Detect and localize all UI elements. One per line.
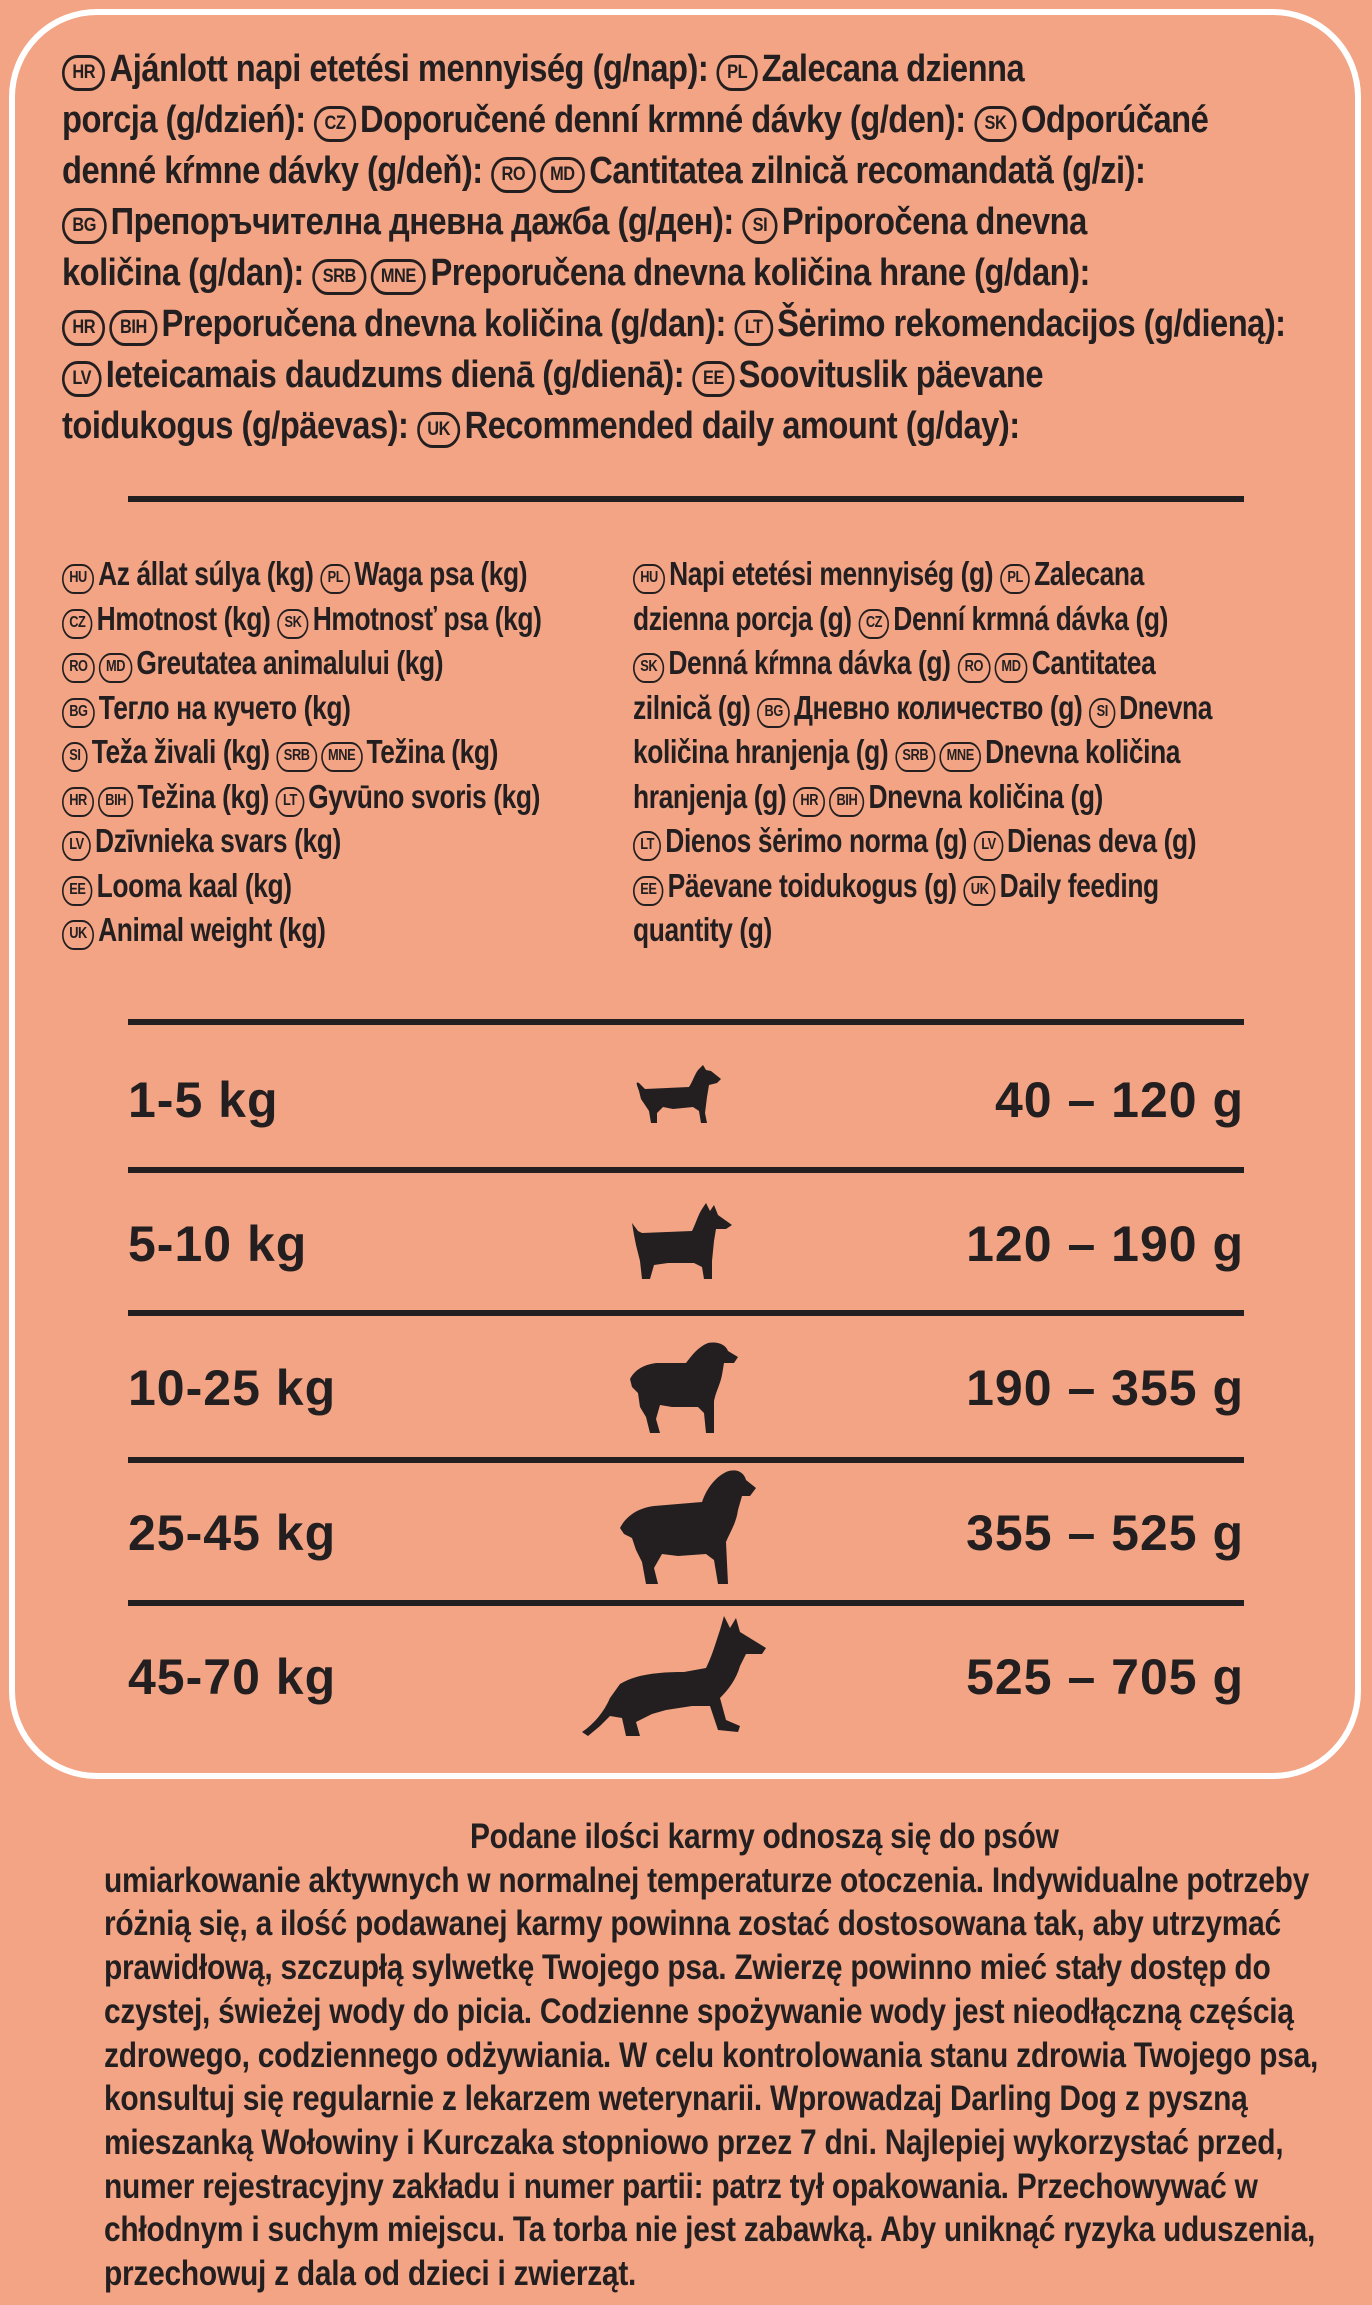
text-line <box>62 775 638 820</box>
translated-label: Zalecana dzienna <box>761 48 1025 90</box>
translated-label: Odporúčané <box>1020 99 1209 141</box>
table-row <box>128 1626 1244 1726</box>
language-code-badge: EE <box>62 876 93 906</box>
translated-label: Recommended daily amount (g/day): <box>464 405 1020 447</box>
translated-label: Gyvūno svoris (kg) <box>308 777 541 815</box>
paragraph-line: prawidłową, szczupłą sylwetkę Twojego psa. Zwierzę powinno mieć stały dostęp do <box>104 1948 1271 1988</box>
paragraph-line: różnią się, a ilość podawanej karmy powinna zostać dostosowana tak, aby utrzymać <box>104 1904 1281 1944</box>
language-code-badge: LV <box>974 831 1003 861</box>
translated-label: Hmotnosť psa (kg) <box>312 599 542 637</box>
language-code-badge: SRB <box>277 742 317 772</box>
text-line <box>62 908 638 953</box>
translated-label: quantity (g) <box>633 911 772 948</box>
translated-label: denné kŕmne dávky (g/deň): <box>62 150 483 192</box>
multilingual-heading <box>62 44 1286 452</box>
language-code-badge: MD <box>99 653 133 683</box>
language-code-badge: RO <box>957 653 990 683</box>
translated-label: Ieteicamais daudzums dienā (g/dienā): <box>105 354 685 396</box>
language-code-badge: SK <box>277 609 308 639</box>
translated-label: dzienna porcja (g) <box>633 599 852 637</box>
translated-label: Dnevna <box>1119 688 1213 726</box>
translated-label: Šėrimo rekomendacijos (g/dieną): <box>777 303 1286 345</box>
translated-label: zilnică (g) <box>633 688 751 726</box>
language-code-badge: SK <box>974 106 1016 142</box>
text-line <box>62 299 1286 350</box>
paragraph-line: przechowuj z dala od dzieci i zwierząt. <box>104 2254 637 2294</box>
translated-label: Dienas deva (g) <box>1007 822 1197 859</box>
daily-amount: 525 – 705 g <box>966 1649 1244 1705</box>
table-row <box>128 1482 1244 1582</box>
translated-label: Soovituslik päevane <box>738 354 1044 396</box>
translated-label: Denní krmná dávka (g) <box>893 599 1169 637</box>
heading-divider <box>128 496 1244 502</box>
translated-label: Päevane toidukogus (g) <box>667 866 957 904</box>
language-code-badge: CZ <box>314 106 356 142</box>
translated-label: Napi etetési mennyiség (g) <box>669 555 994 592</box>
translated-label: Greutatea animalului (kg) <box>136 644 444 681</box>
translated-label: Dienos šėrimo norma (g) <box>665 822 968 859</box>
translated-label: Az állat súlya (kg) <box>98 555 314 592</box>
language-code-badge: LT <box>734 310 773 346</box>
language-code-badge: PL <box>320 564 350 594</box>
language-code-badge: CZ <box>62 609 93 639</box>
row-divider <box>128 1310 1244 1316</box>
text-line <box>62 552 638 597</box>
translated-label: Hmotnost (kg) <box>96 599 271 637</box>
amount-column-header <box>633 552 1225 953</box>
language-code-badge: RO <box>491 157 535 193</box>
language-code-badge: UK <box>62 920 94 950</box>
text-line <box>633 908 1225 953</box>
text-line <box>62 248 1154 299</box>
text-line <box>62 597 638 642</box>
translated-label: porcja (g/dzień): <box>62 99 306 141</box>
text-line <box>62 95 1209 146</box>
translated-label: Težina (kg) <box>137 777 269 815</box>
translated-label: toidukogus (g/päevas): <box>62 405 409 447</box>
translated-label: Preporučena dnevna količina (g/dan): <box>161 303 726 345</box>
daily-amount: 120 – 190 g <box>966 1216 1244 1272</box>
translated-label: Zalecana <box>1034 555 1144 592</box>
text-line <box>633 730 1225 775</box>
paragraph-line: chłodnym i suchym miejscu. Ta torba nie jest zabawką. Aby uniknąć ryzyka uduszenia, <box>104 2210 1316 2250</box>
language-code-badge: SRB <box>312 259 366 295</box>
language-code-badge: LV <box>62 361 101 397</box>
translated-label: Daily feeding <box>999 866 1159 904</box>
table-top-divider <box>128 1019 1244 1025</box>
translated-label: Težina (kg) <box>366 733 498 770</box>
language-code-badge: BIH <box>829 787 864 817</box>
weight-range: 25-45 kg <box>128 1505 337 1561</box>
language-code-badge: SI <box>62 742 88 772</box>
table-row <box>128 1049 1244 1149</box>
language-code-badge: RO <box>62 653 95 683</box>
weight-range: 5-10 kg <box>128 1216 308 1272</box>
language-code-badge: BIH <box>98 787 133 817</box>
text-line <box>633 641 1225 686</box>
language-code-badge: MNE <box>939 742 981 772</box>
paragraph-line: umiarkowanie aktywnych w normalnej temperaturze otoczenia. Indywidualne potrzeby <box>104 1860 1310 1900</box>
text-line <box>633 775 1225 820</box>
text-line <box>633 552 1225 597</box>
language-code-badge: HR <box>62 787 94 817</box>
language-code-badge: UK <box>417 412 460 448</box>
translated-label: Cantitatea <box>1031 644 1156 681</box>
language-code-badge: MNE <box>321 742 363 772</box>
language-code-badge: HR <box>793 787 825 817</box>
language-code-badge: MNE <box>371 259 427 295</box>
scottish-terrier-icon <box>628 1201 738 1283</box>
text-line <box>633 597 1225 642</box>
text-line <box>62 686 638 731</box>
language-code-badge: LT <box>633 831 661 861</box>
translated-label: Dzīvnieka svars (kg) <box>95 822 341 859</box>
text-line <box>62 730 638 775</box>
language-code-badge: HU <box>633 564 665 594</box>
paragraph-line: Podane ilości karmy odnoszą się do psów <box>469 1817 1059 1856</box>
text-line <box>62 864 638 909</box>
weight-range: 10-25 kg <box>128 1360 337 1416</box>
text-line <box>633 864 1225 909</box>
text-line <box>633 686 1225 731</box>
translated-label: Препоръчителна дневна дажба (g/ден): <box>110 201 734 243</box>
translated-label: količina (g/dan): <box>62 252 304 294</box>
paragraph-line: mieszanką Wołowiny i Kurczaka stopniowo przez 7 dni. Najlepiej wykorzystać przed, <box>104 2122 1284 2162</box>
text-line <box>62 641 638 686</box>
spaniel-icon <box>628 1341 740 1437</box>
daily-amount: 355 – 525 g <box>966 1505 1244 1561</box>
language-code-badge: SI <box>742 208 777 244</box>
text-line <box>62 197 1154 248</box>
translated-label: Cantitatea zilnică recomandată (g/zi): <box>589 150 1146 192</box>
language-code-badge: MD <box>994 653 1028 683</box>
paragraph-line: czystej, świeżej wody do picia. Codzienne spożywanie wody jest nieodłączną częścią <box>104 1991 1294 2031</box>
translated-label: Denná kŕmna dávka (g) <box>668 644 951 681</box>
translated-label: Dnevna količina (g) <box>868 777 1103 815</box>
paragraph-line: zdrowego, codziennego odżywiania. W celu kontrolowania stanu zdrowia Twojego psa, <box>104 2035 1319 2075</box>
language-code-badge: SK <box>633 653 664 683</box>
language-code-badge: MD <box>540 157 585 193</box>
language-code-badge: BG <box>62 698 95 728</box>
row-divider <box>128 1457 1244 1463</box>
translated-label: Waga psa (kg) <box>354 555 528 592</box>
language-code-badge: HR <box>62 55 105 91</box>
language-code-badge: LV <box>62 831 91 861</box>
small-terrier-icon <box>633 1061 725 1131</box>
language-code-badge: BG <box>62 208 106 244</box>
paragraph-line: konsultuj się regularnie z lekarzem weterynarii. Wprowadzaj Darling Dog z pyszną <box>104 2079 1248 2119</box>
text-line <box>62 44 1154 95</box>
language-code-badge: SI <box>1089 698 1115 728</box>
language-code-badge: BIH <box>110 310 158 346</box>
translated-label: Ajánlott napi etetési mennyiség (g/nap): <box>109 48 709 90</box>
language-code-badge: LT <box>276 787 304 817</box>
language-code-badge: HR <box>62 310 105 346</box>
language-code-badge: PL <box>1000 564 1030 594</box>
translated-label: hranjenja (g) <box>633 777 787 815</box>
language-code-badge: BG <box>757 698 790 728</box>
language-code-badge: UK <box>964 876 996 906</box>
daily-amount: 40 – 120 g <box>994 1072 1244 1128</box>
translated-label: Doporučené denní krmné dávky (g/den): <box>360 99 966 141</box>
weight-column-header <box>62 552 638 953</box>
language-code-badge: PL <box>717 55 758 91</box>
text-line <box>62 819 638 864</box>
german-shepherd-icon <box>580 1614 772 1746</box>
weight-range: 45-70 kg <box>128 1649 337 1705</box>
language-code-badge: CZ <box>859 609 890 639</box>
language-code-badge: SRB <box>895 742 935 772</box>
language-code-badge: HU <box>62 564 94 594</box>
language-code-badge: EE <box>633 876 664 906</box>
translated-label: Teža živali (kg) <box>91 733 270 770</box>
retriever-icon <box>618 1468 758 1590</box>
translated-label: Priporočena dnevna <box>781 201 1087 243</box>
row-divider <box>128 1167 1244 1173</box>
translated-label: Preporučena dnevna količina hrane (g/dan): <box>430 252 1090 294</box>
translated-label: Тегло на кучето (kg) <box>98 688 351 726</box>
daily-amount: 190 – 355 g <box>966 1360 1244 1416</box>
text-line <box>62 146 1154 197</box>
table-row <box>128 1337 1244 1437</box>
text-line <box>633 819 1225 864</box>
translated-label: Dnevna količina <box>985 733 1181 770</box>
weight-range: 1-5 kg <box>128 1072 279 1128</box>
translated-label: količina hranjenja (g) <box>633 733 889 770</box>
translated-label: Дневно количество (g) <box>794 688 1083 726</box>
feeding-instructions <box>104 1815 1319 2296</box>
paragraph-line: numer rejestracyjny zakładu i numer partii: patrz tył opakowania. Przechowywać w <box>104 2166 1258 2206</box>
text-line <box>62 401 1154 452</box>
row-divider <box>128 1600 1244 1606</box>
translated-label: Looma kaal (kg) <box>96 866 292 904</box>
text-line <box>62 350 1154 401</box>
translated-label: Animal weight (kg) <box>98 911 326 948</box>
table-row <box>128 1193 1244 1293</box>
language-code-badge: EE <box>693 361 735 397</box>
